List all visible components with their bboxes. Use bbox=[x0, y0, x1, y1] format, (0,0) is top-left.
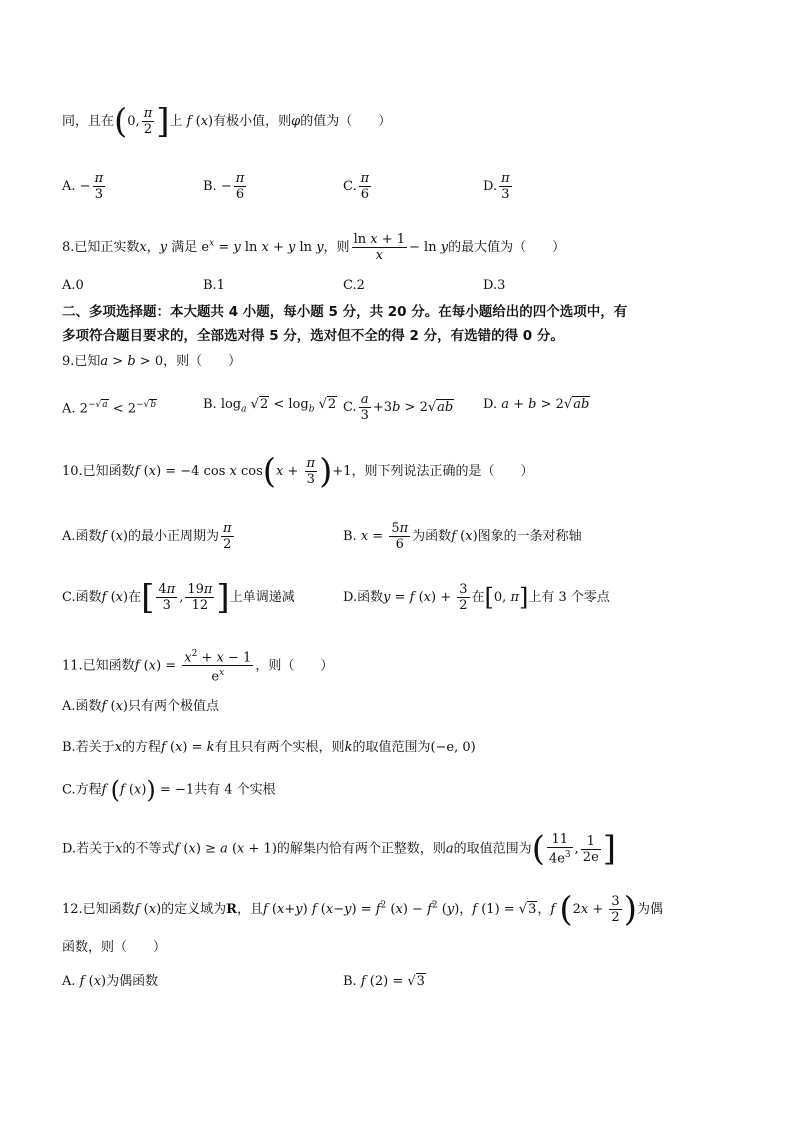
q9-stem: 9.已知a > b > 0，则（ ） bbox=[62, 354, 242, 369]
q7-stem: 同，且在(0, $\frac{\pi}{2}$ ]上 f (x)有极小值，则φ的值为（ ） bbox=[62, 101, 392, 142]
q7-option-c[interactable]: C. $\frac{\pi}{6}$ bbox=[343, 171, 370, 202]
q12-option-a[interactable]: A. f (x)为偶函数 bbox=[62, 974, 159, 989]
q11-option-d[interactable]: D.若关于x的不等式f (x) ≥ a (x + 1)的解集内恰有两个正整数，则a的取值范围为( $\frac{11}{4e^3}$ , $\frac{1}{2e}$ ] bbox=[62, 829, 617, 870]
q9-option-d[interactable]: D. a + b > 2√ab bbox=[483, 397, 590, 412]
section-2-header-line-2: 多项符合题目要求的，全部选对得 5 分，选对但不全的得 2 分，有选错的得 0 分。 bbox=[62, 328, 564, 344]
q11-stem: 11.已知函数f (x) = $\frac{x^2 + x - 1}{e^x}$ ，则（ ） bbox=[62, 649, 334, 685]
q7-option-d[interactable]: D. $\frac{\pi}{3}$ bbox=[483, 171, 510, 202]
q8-option-a[interactable]: A.0 bbox=[62, 278, 84, 293]
q10-option-c[interactable]: C.函数f (x)在[ $\frac{4\pi}{3}$ , $\frac{19\pi}{12}$ ]上单调递减 bbox=[62, 577, 295, 618]
q12-stem: 12.已知函数f (x)的定义域为R，且f (x+y) f $(x-y) = f^2$ $(x) - f^2$ (y)，f (1) = √3，f (2x + $\frac{3}{2}$ )为偶 bbox=[62, 889, 663, 930]
q8-stem: 8.已知正实数x，y 满足 $e^x = y$ ln x + y ln y，则 $\frac{\text{ln x + 1}}{x}$ − ln y的最大值为（ ） bbox=[62, 232, 566, 263]
q8-option-b[interactable]: B.1 bbox=[203, 278, 225, 293]
q11-option-c[interactable]: C.方程f (f (x)) = −1共有 4 个实根 bbox=[62, 776, 276, 804]
q10-stem: 10.已知函数f (x) = −4 cos x cos(x + $\frac{\pi}{3}$ )+1，则下列说法正确的是（ ） bbox=[62, 451, 534, 492]
q7-option-b[interactable]: B. − $\frac{\pi}{6}$ bbox=[203, 171, 245, 202]
section-2-header-line-1: 二、多项选择题：本大题共 4 小题，每小题 5 分，共 20 分。在每小题给出的四个选项中，有 bbox=[62, 304, 628, 320]
q10-option-a[interactable]: A.函数f (x)的最小正周期为 $\frac{\pi}{2}$ bbox=[62, 521, 232, 552]
q8-option-c[interactable]: C.2 bbox=[343, 278, 365, 293]
q10-option-d[interactable]: D.函数y = f (x) + $\frac{3}{2}$ 在[0, π]上有 3 个零点 bbox=[343, 582, 610, 613]
q7-option-a[interactable]: A. − $\frac{\pi}{3}$ bbox=[62, 171, 104, 202]
q9-option-a[interactable]: A. $2^{-√a} < 2^{-√b}$ bbox=[62, 400, 157, 417]
q11-option-b[interactable]: B.若关于x的方程f (x) = k有且只有两个实根，则k的取值范围为(−e, 0) bbox=[62, 740, 476, 755]
q10-option-b[interactable]: B. x = $\frac{5\pi}{6}$ 为函数f (x)图象的一条对称轴 bbox=[343, 521, 582, 552]
q8-option-d[interactable]: D.3 bbox=[483, 278, 506, 293]
q11-option-a[interactable]: A.函数f (x)只有两个极值点 bbox=[62, 699, 219, 714]
q9-option-b[interactable]: B. $\log_a √2 < \log_b √2$ bbox=[203, 397, 337, 415]
q9-option-c[interactable]: C. $\frac{a}{3}$ +3b > 2√ab bbox=[343, 392, 454, 423]
q12-stem-line-2: 函数，则（ ） bbox=[62, 940, 167, 955]
q12-option-b[interactable]: B. f (2) = √3 bbox=[343, 974, 425, 989]
